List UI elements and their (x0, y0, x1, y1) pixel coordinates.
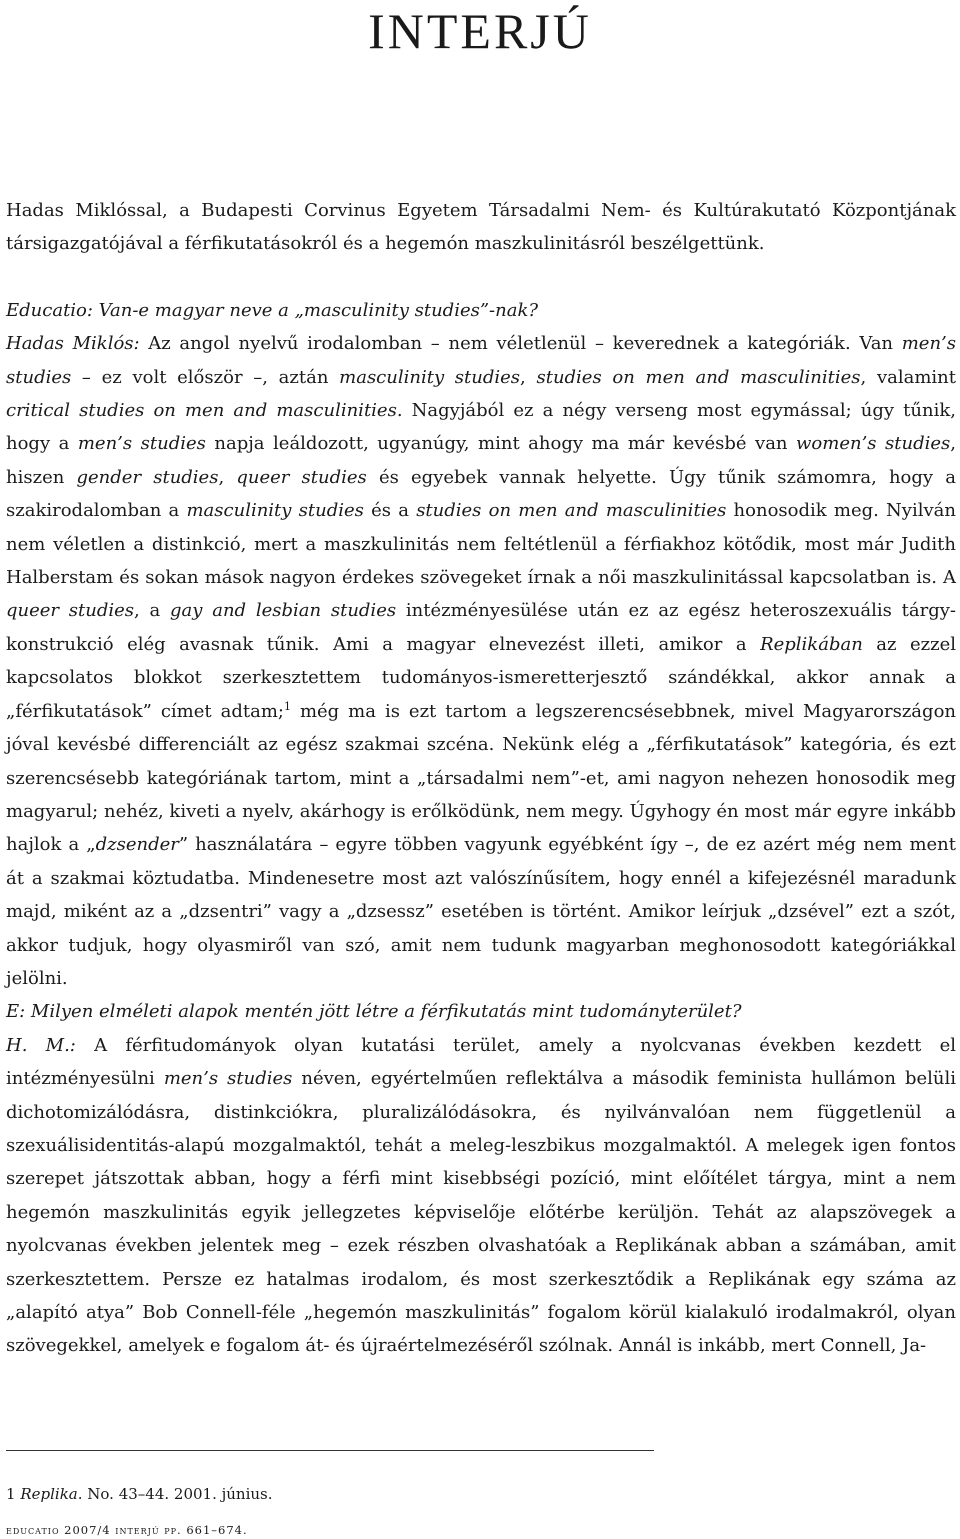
italic-term: studies on men and masculinities (416, 500, 727, 522)
italic-term: studies on men and masculinities (536, 366, 861, 388)
italic-term: Replikában (760, 633, 863, 655)
question-2 (6, 995, 956, 1028)
article-body (6, 194, 956, 1363)
text-run: honosodik meg. Nyilván nem véletlen a distinkció, mert a maszkulinitás nem feltétlenül a férfiakhoz kötődik, most már Judith Halberstam és sokan mások nagyon érdekes szövegeket írnak a női maszkulinitással kapcsolatban is. A (6, 500, 956, 589)
answer-1 (6, 327, 956, 995)
italic-term: men’s studies (6, 333, 956, 388)
answer-2 (6, 1029, 956, 1363)
question-2-text: E: Milyen elméleti alapok mentén jött létre a férfikutatás mint tudományterület? (6, 1001, 742, 1023)
intro-paragraph: Hadas Miklóssal, a Budapesti Corvinus Egyetem Társadalmi Nem- és Kultúrakutató Központjának társigazgatójával a férfikutatásokról és a hegemón maszkulinitásról beszélgettünk. (6, 200, 956, 255)
italic-term: queer studies (236, 466, 367, 488)
italic-term: gay and lesbian studies (170, 600, 397, 622)
italic-term: women’s studies (796, 433, 951, 455)
footnote-ref[interactable]: 1 (283, 699, 291, 713)
italic-term: dzsender (95, 834, 179, 856)
text-run: Az angol nyelvű irodalomban – nem véletlenül – keverednek a kategóriák. Van (139, 333, 902, 355)
footnote-number: 1 (6, 1485, 16, 1503)
italic-term: men’s studies (163, 1068, 293, 1090)
question-1 (6, 294, 956, 327)
footnote-text: . No. 43–44. 2001. június. (77, 1485, 273, 1503)
running-footer: educatio 2007/4 interjú pp. 661–674. (6, 1523, 248, 1537)
answer-2-speaker: H. M.: (6, 1034, 76, 1056)
question-1-text: Educatio: Van-e magyar neve a „masculinity studies”-nak? (6, 299, 539, 321)
italic-term: masculinity studies (339, 366, 521, 388)
text-run: , a (134, 600, 171, 622)
text-run: . Nagyjából ez a négy verseng most egymással; úgy tűnik, hogy a (6, 400, 956, 455)
italic-term: men’s studies (77, 433, 206, 455)
text-run: , (218, 466, 237, 488)
italic-term: masculinity studies (186, 500, 364, 522)
text-run: az ezzel kapcsolatos blokkot szerkesztettem tudományos-ismeretterjesztő szándékkal, akkor annak a „férfikutatások” címet adtam; (6, 633, 956, 722)
footnote-divider (6, 1450, 654, 1451)
italic-term: gender studies (76, 466, 219, 488)
text-run: A férfitudományok olyan kutatási terület, amely a nyolcvanas években kezdett el intézményesülni (6, 1034, 957, 1090)
footnote (6, 1485, 906, 1503)
text-run: ” használatára – egyre többen vagyunk egyébként így –, de ez azért még nem ment át a szakmai köztudatba. Mindenesetre most azt valószínűsítem, hogy ennél a kifejezésnél maradunk majd, miként az a „dzsentri” vagy a „dzsessz” esetében is történt. Amikor leírjuk „dzsével” ezt a szót, akkor tudjuk, hogy olyasmiről van szó, amit nem tudunk magyarban meghonosodott kategóriákkal jelölni. (6, 834, 956, 989)
text-run: és a (363, 500, 417, 522)
answer-1-speaker: Hadas Miklós: (6, 333, 140, 355)
text-run: napja leáldozott, ugyanúgy, mint ahogy ma már kevésbé van (205, 433, 797, 455)
text-run: , hiszen (6, 433, 956, 488)
footnote-source: Replika (20, 1485, 78, 1503)
text-run: és egyebek vannak helyette. Úgy tűnik számomra, hogy a szakirodalomban a (6, 466, 956, 522)
text-run: intézményesülése után ez az egész heteroszexuális tárgykonstrukció elég avasnak tűnik. Ami a magyar elnevezést illeti, amikor a (6, 600, 957, 655)
text-run: , valamint (860, 366, 956, 388)
text-run: még ma is ezt tartom a legszerencsésebbnek, mivel Magyarországon jóval kevésbé differenciált az egész szakmai szcéna. Nekünk elég a „férfikutatások” kategória, és ezt szerencsésebb kategóriának tartom, mint a „társadalmi nem”-et, ami nagyon nehezen honosodik meg magyarul; nehéz, kiveti a nyelv, akárhogy is erőlködünk, nem megy. Úgyhogy én most már egyre inkább hajlok a „ (6, 700, 956, 856)
text-run: , (520, 366, 537, 388)
italic-term: critical studies on men and masculinities (6, 400, 397, 422)
text-run: néven, egyértelműen reflektálva a második feminista hullámon belüli dichotomizálódásra, distinkciókra, pluralizálódásokra, és nyilvánvalóan nem függetlenül a szexuálisidentitás-alapú mozgalmaktól, tehát a meleg-leszbikus mozgalmaktól. A melegek igen fontos szerepet játszottak abban, hogy a férfi mint kisebbségi pozíció, mint előítélet tárgya, mint a nem hegemón maszkulinitás egyik jellegzetes képviselője előtérbe kerüljön. Tehát az alapszövegek a nyolcvanas években jelentek meg – ezek részben olvashatóak a Replikának abban a számában, amit szerkesztettem. Persze ez hatalmas irodalom, és most szerkesztődik a Replikának egy száma az „alapító atya” Bob Connell-féle „hegemón maszkulinitás” fogalom körül kialakuló irodalmakról, olyan szövegekkel, amelyek e fogalom át- és újraértelmezéséről szólnak. Annál is inkább, mert Connell, Ja- (6, 1068, 956, 1357)
italic-term: queer studies (6, 600, 135, 622)
text-run: – ez volt először –, aztán (71, 366, 340, 388)
page-title: INTERJÚ (368, 3, 592, 59)
